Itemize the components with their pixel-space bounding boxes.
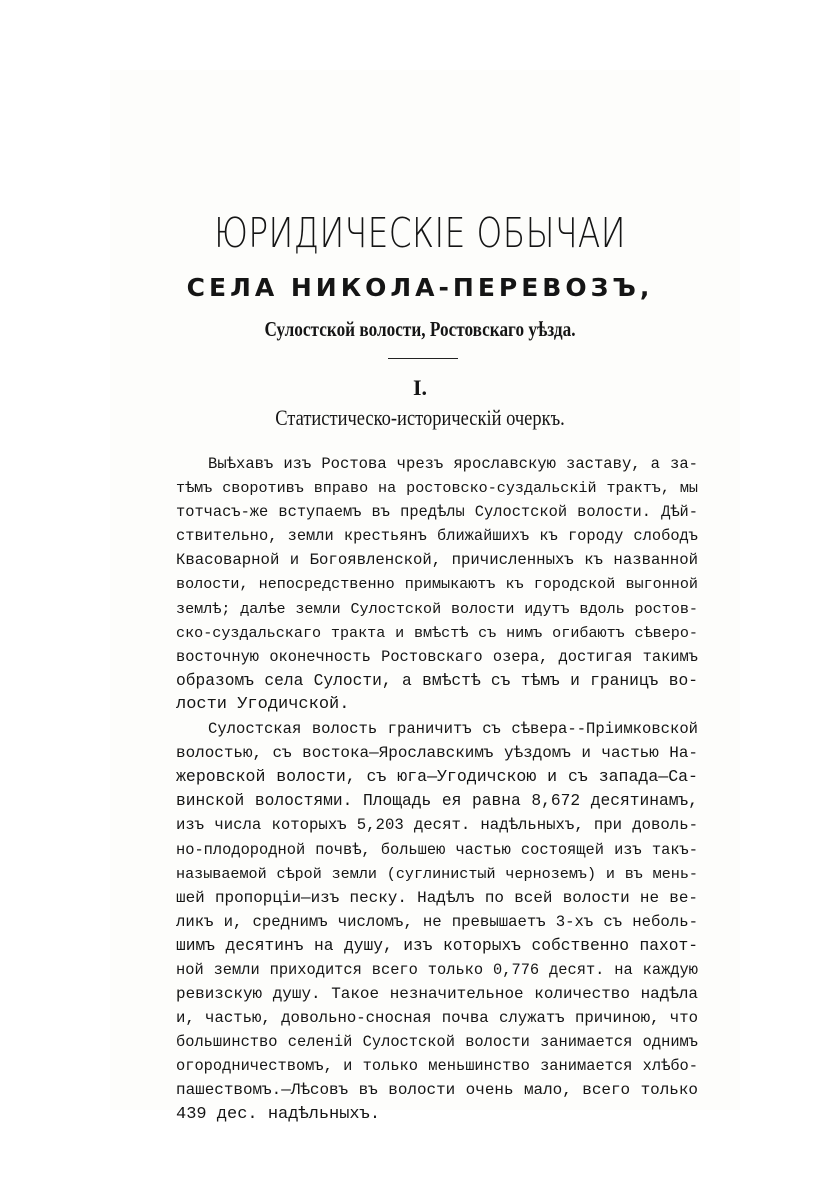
text-line: восточную оконечность Ростовскаго озера, достигая такимъ	[176, 647, 698, 666]
section-title: Статистическо-историческій очеркъ.	[275, 405, 565, 430]
text-line: образомъ села Сулости, а вмѣстѣ съ тѣмъ и границъ во-	[176, 670, 698, 690]
text-line: шимъ десятинъ на душу, изъ которыхъ собственно пахот-	[176, 935, 698, 955]
text-line: ревизскую душу. Такое незначительное количество надѣла	[176, 985, 698, 1004]
text-line: волостью, съ востока—Ярославскимъ уѣздомъ и частью На-	[176, 744, 698, 763]
page-title: ЮРИДИЧЕСКІЕ ОБЫЧАИ	[214, 209, 626, 257]
text-line: 439 дес. надѣльныхъ.	[176, 1104, 381, 1124]
body-text	[176, 452, 698, 1127]
text-line: пашествомъ.—Лѣсовъ въ волости очень мало, всего только	[176, 1081, 698, 1100]
text-line: землѣ; далѣе земли Сулостской волости идутъ вдоль ростов-	[176, 599, 698, 618]
text-line: ной земли приходится всего только 0,776 десят. на каждую	[176, 960, 698, 979]
text-line: изъ числа которыхъ 5,203 десят. надѣльныхъ, при доволь-	[176, 816, 698, 835]
text-line: ликъ и, среднимъ числомъ, не превышаетъ 3-хъ съ неболь-	[176, 912, 698, 931]
text-line: и, частью, довольно-сносная почва служатъ причиною, что	[176, 1009, 698, 1028]
text-line: лости Угодичской.	[176, 694, 350, 714]
text-line: тотчасъ-же вступаемъ въ предѣлы Сулостской волости. Дѣй-	[176, 503, 698, 522]
text-line: но-плодородной почвѣ, большею частью состоящей изъ такъ-	[176, 840, 698, 859]
text-line: тѣмъ своротивъ вправо на ростовско-суздальскій трактъ, мы	[176, 479, 698, 498]
text-line: ствительно, земли крестьянъ ближайшихъ къ городу слободъ	[176, 527, 698, 546]
text-line: шей пропорціи—изъ песку. Надѣлъ по всей волости не ве-	[176, 888, 698, 907]
text-line: Сулостская волость граничитъ съ сѣвера--Пріимковской	[208, 720, 698, 739]
volost-subtitle: Сулостской волости, Ростовскаго уѣзда.	[264, 317, 576, 341]
paragraph-2	[176, 717, 698, 1127]
section-number: I.	[412, 375, 428, 400]
text-line: жеровской волости, съ юга—Угодичскою и съ запада—Са-	[176, 767, 698, 787]
text-line: винской волостями. Площадь ея равна 8,672 десятинамъ,	[176, 791, 698, 811]
text-line: большинство селеній Сулостской волости занимается однимъ	[176, 1033, 698, 1052]
text-line: называемой сѣрой земли (суглинистый черноземъ) и въ мень-	[176, 864, 698, 883]
text-line: огородничествомъ, и только меньшинство занимается хлѣбо-	[176, 1057, 698, 1076]
text-line: Квасоварной и Богоявленской, причисленныхъ къ названной	[176, 551, 698, 570]
village-title: СЕЛА НИКОЛА-ПЕРЕВОЗЪ,	[186, 273, 654, 302]
text-line: волости, непосредственно примыкаютъ къ городской выгонной	[176, 575, 698, 594]
paragraph-1	[176, 452, 698, 717]
text-line: ско-суздальскаго тракта и вмѣстѣ съ нимъ огибаютъ сѣверо-	[176, 623, 698, 642]
text-line: Выѣхавъ изъ Ростова чрезъ ярославскую заставу, а за-	[208, 455, 698, 473]
title-divider	[388, 358, 458, 359]
